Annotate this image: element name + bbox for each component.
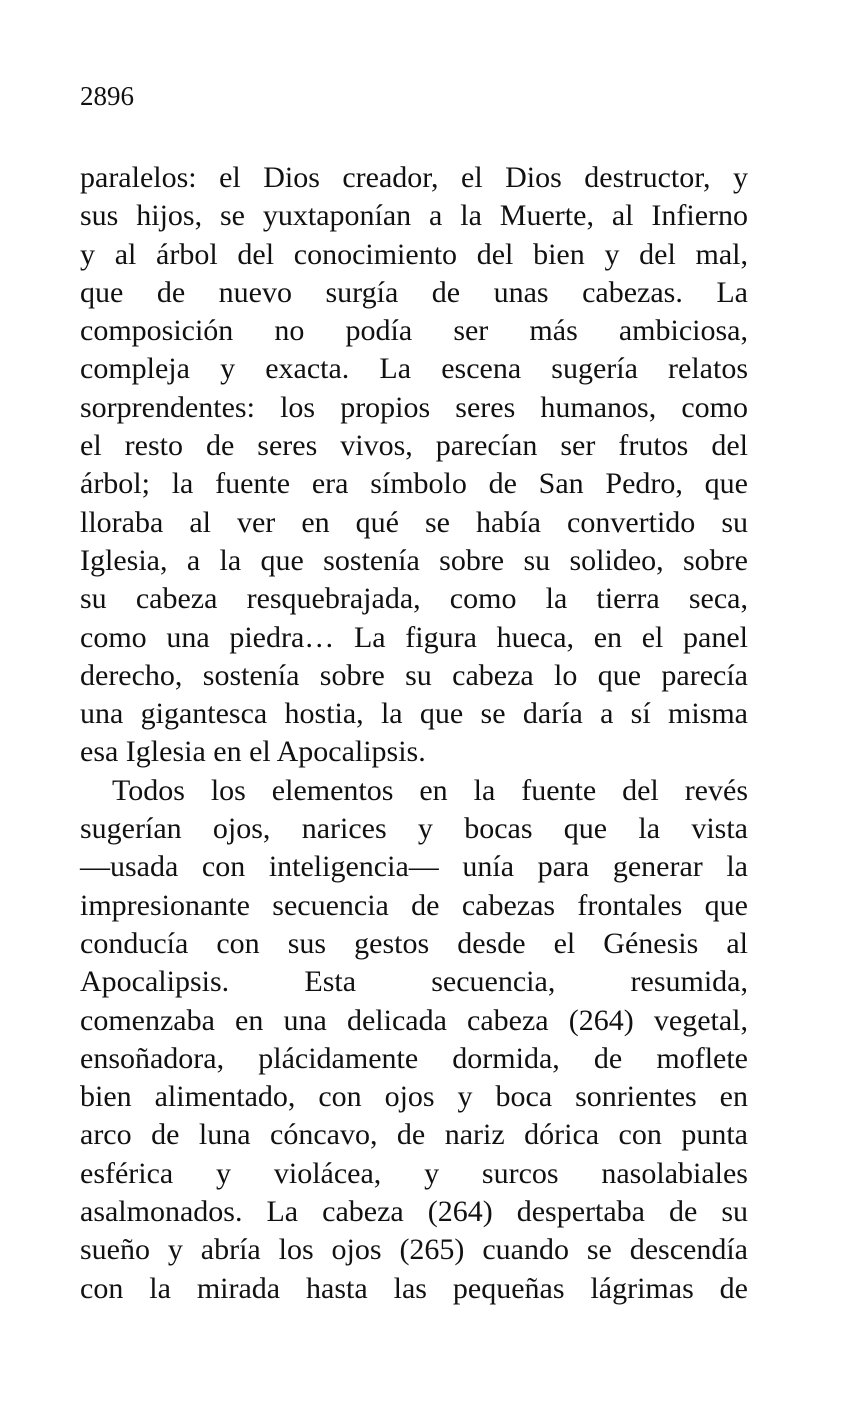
text-line: árbol; la fuente era símbolo de San Pedro, que: [80, 467, 748, 501]
text-line: que de nuevo surgía de unas cabezas. La: [80, 275, 748, 309]
text-line: una gigantesca hostia, la que se daría a sí misma: [80, 697, 748, 731]
text-line: esa Iglesia en el Apocalipsis.: [80, 735, 426, 769]
text-line: Apocalipsis. Esta secuencia, resumida,: [80, 965, 748, 999]
text-line: —usada con inteligencia— unía para generar la: [80, 850, 748, 884]
text-line: ensoñadora, plácidamente dormida, de moflete: [80, 1041, 748, 1075]
text-line: sueño y abría los ojos (265) cuando se descendía: [80, 1233, 748, 1267]
text-line: paralelos: el Dios creador, el Dios destructor, y: [80, 161, 748, 194]
text-line: sorprendentes: los propios seres humanos, como: [80, 390, 748, 424]
text-line: Iglesia, a la que sostenía sobre su solideo, sobre: [80, 543, 748, 577]
text-line: impresionante secuencia de cabezas frontales que: [80, 888, 748, 922]
text-line: el resto de seres vivos, parecían ser frutos del: [80, 429, 748, 463]
text-line: asalmonados. La cabeza (264) despertaba de su: [80, 1195, 748, 1229]
text-line: arco de luna cóncavo, de nariz dórica con punta: [80, 1118, 748, 1152]
text-line: bien alimentado, con ojos y boca sonrientes en: [80, 1080, 748, 1114]
text-line: comenzaba en una delicada cabeza (264) vegetal,: [80, 1003, 748, 1037]
body-text: [80, 159, 748, 1308]
text-line: esférica y violácea, y surcos nasolabiales: [80, 1156, 748, 1190]
paragraph-2: [80, 772, 748, 1308]
text-line: composición no podía ser más ambiciosa,: [80, 314, 748, 348]
paragraph-1: [80, 159, 748, 772]
page-number: 2896: [80, 81, 134, 111]
text-line: lloraba al ver en qué se había convertido su: [80, 505, 748, 539]
text-line: conducía con sus gestos desde el Génesis al: [80, 926, 748, 960]
text-line: y al árbol del conocimiento del bien y del mal,: [80, 237, 748, 271]
text-line: sus hijos, se yuxtaponían a la Muerte, al Infierno: [80, 199, 748, 233]
text-line: Todos los elementos en la fuente del revés: [112, 773, 748, 807]
text-line: con la mirada hasta las pequeñas lágrimas de: [80, 1271, 748, 1305]
text-line: su cabeza resquebrajada, como la tierra seca,: [80, 582, 748, 616]
text-line: sugerían ojos, narices y bocas que la vista: [80, 812, 748, 846]
text-line: como una piedra… La figura hueca, en el panel: [80, 620, 748, 654]
text-line: compleja y exacta. La escena sugería relatos: [80, 352, 748, 386]
text-line: derecho, sostenía sobre su cabeza lo que parecía: [80, 658, 748, 692]
